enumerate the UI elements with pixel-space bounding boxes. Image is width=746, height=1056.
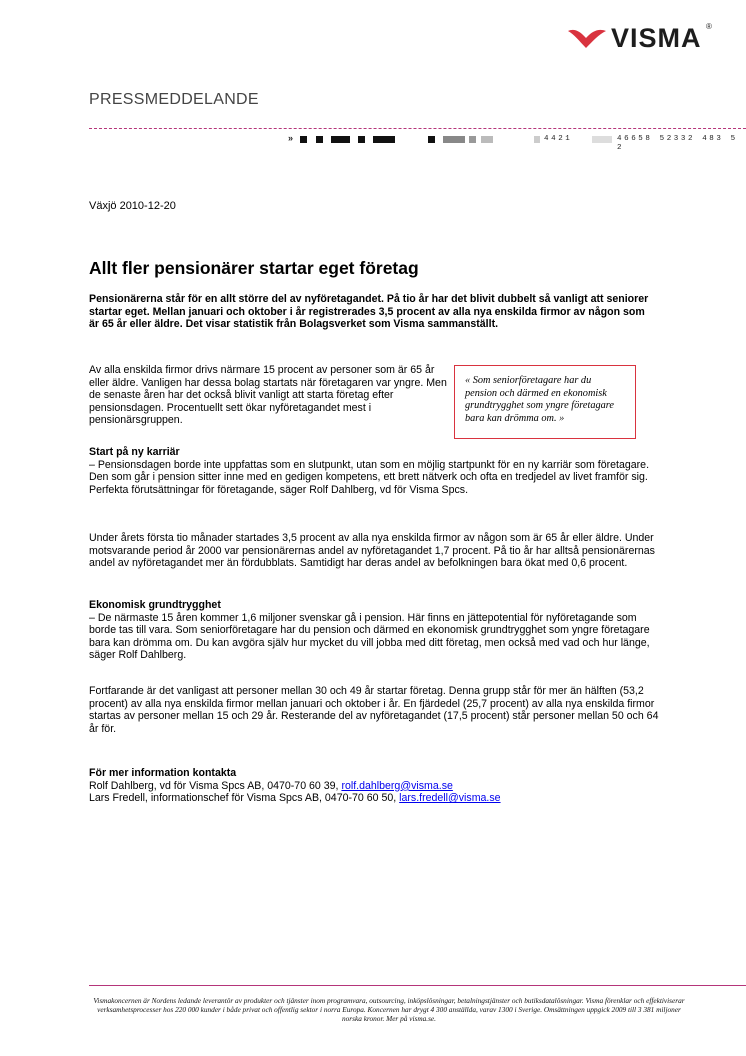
footer-text: Vismakoncernen är Nordens ledande leverantör av produkter och tjänster inom programvara, outsourcing, inköpslösningar, betalningstjänster och butiksdatalösningar. Visma förenklar och effektiviserar verksamhetsprocesser hos 220 000 kunder i både privat och offentlig sektor i norra Europa. Koncernen har drygt 4 300 anställda, varav 1300 i Sverige. Omsättningen uppgick 2009 till 3 381 miljoner norska kronor. Mer på visma.se. bbox=[93, 996, 685, 1023]
headline: Allt fler pensionärer startar eget företag bbox=[89, 258, 419, 278]
barcode-bar bbox=[316, 136, 323, 143]
section-body: – Pensionsdagen borde inte uppfattas som en slutpunkt, utan som en möjlig startpunkt för en ny karriär som företagare. Den som går i pension sitter inne med en gedigen kompetens, ett brett nätverk och ofta en tredjedel av livet framför sig. Perfekta förutsättningar för företagande, säger Rolf Dahlberg, vd för Visma Spcs. bbox=[89, 458, 650, 496]
email-link-rolf[interactable]: rolf.dahlberg@visma.se bbox=[341, 779, 453, 792]
contact-heading: För mer information kontakta bbox=[89, 767, 237, 779]
double-chevron-icon: » bbox=[288, 133, 294, 143]
contact-line bbox=[89, 792, 659, 805]
footer-rule bbox=[89, 985, 746, 986]
barcode-bar bbox=[443, 136, 465, 143]
section-heading: Start på ny karriär bbox=[89, 446, 180, 458]
barcode-bar bbox=[428, 136, 435, 143]
body-paragraph: Av alla enskilda firmor drivs närmare 15 procent av personer som är 65 år eller äldre. Vanligen har dessa bolag startats när företagaren var yngre. Men de senaste åren har det också blivit vanligt att starta företag efter pensionsdagen. Procentuellt sett ökar nyföretagandet mest i pensionärsgruppen. bbox=[89, 364, 447, 427]
barcode-bar bbox=[481, 136, 493, 143]
barcode-bar bbox=[534, 136, 540, 143]
contact-line bbox=[89, 780, 659, 793]
contact-block bbox=[89, 767, 659, 805]
body-paragraph: Under årets första tio månader startades 3,5 procent av alla nya enskilda firmor av någon som är 65 år eller äldre. Under motsvarande period år 2000 var pensionärernas andel av nyföretagandet 1,7 procent. På tio år har alltså pensionärernas andel av nyföretagandet mer än fördubblats. Samtidigt har deras andel av befolkningen bara ökat med 0,6 procent. bbox=[89, 532, 655, 570]
body-paragraph: Fortfarande är det vanligast att personer mellan 30 och 49 år startar företag. Denna grupp står för mer än hälften (53,2 procent) av alla nya enskilda firmor mellan januari och oktober i år. En fjärdedel (25,7 procent) av alla nya enskilda firmor startas av personer mellan 15 och 29 år. Resterande del av nyföretagandet (17,5 procent) står personer mellan 50 och 64 år för. bbox=[89, 685, 659, 735]
section-ekonomisk-grundtrygghet bbox=[89, 599, 659, 662]
barcode-number: 46658 52332 483 5 2 bbox=[617, 135, 738, 152]
registered-mark: ® bbox=[706, 22, 712, 31]
visma-swoosh-icon bbox=[566, 22, 608, 54]
header-barcode-strip bbox=[288, 133, 746, 152]
logo-wordmark: VISMA bbox=[611, 23, 702, 53]
section-heading: Ekonomisk grundtrygghet bbox=[89, 599, 221, 611]
barcode-bar bbox=[592, 136, 612, 143]
contact-text: Rolf Dahlberg, vd för Visma Spcs AB, 0470-70 60 39, bbox=[89, 779, 342, 792]
pull-quote: « Som seniorföretagare har du pension och därmed en ekonomisk grundtrygghet som yngre företagare bara kan drömma om. » bbox=[454, 365, 636, 439]
header-rule bbox=[89, 128, 746, 129]
dateline: Växjö 2010-12-20 bbox=[89, 200, 176, 212]
barcode-bar bbox=[469, 136, 476, 143]
visma-logo bbox=[566, 22, 716, 54]
lead-paragraph: Pensionärerna står för en allt större del av nyföretagandet. På tio år har det blivit dubbelt så vanligt att seniorer startar eget. Mellan januari och oktober i år registrerades 3,5 procent av alla nya enskilda firmor av någon som är 65 år eller äldre. Det visar statistik från Bolagsverket som Visma sammanställt. bbox=[89, 293, 649, 331]
section-body: – De närmaste 15 åren kommer 1,6 miljoner svenskar gå i pension. Här finns en jättepotential för nyföretagande som borde tas till vara. Som seniorföretagare har du pension och därmed en ekonomisk grundtrygghet som yngre företagare bara kan drömma om. Du kan avgöra själv hur mycket du vill jobba med ditt företag, men också med vad och hur länge, säger Rolf Dahlberg. bbox=[89, 611, 650, 662]
document-type: PRESSMEDDELANDE bbox=[89, 91, 259, 108]
barcode-number: 4421 bbox=[544, 135, 573, 143]
email-link-lars[interactable]: lars.fredell@visma.se bbox=[399, 792, 501, 805]
barcode-bar bbox=[373, 136, 395, 143]
barcode-bar bbox=[300, 136, 307, 143]
contact-text: Lars Fredell, informationschef för Visma Spcs AB, 0470-70 60 50, bbox=[89, 792, 400, 805]
barcode-bar bbox=[358, 136, 365, 143]
barcode-bar bbox=[331, 136, 350, 143]
section-start-pa-ny-karriar bbox=[89, 446, 659, 496]
